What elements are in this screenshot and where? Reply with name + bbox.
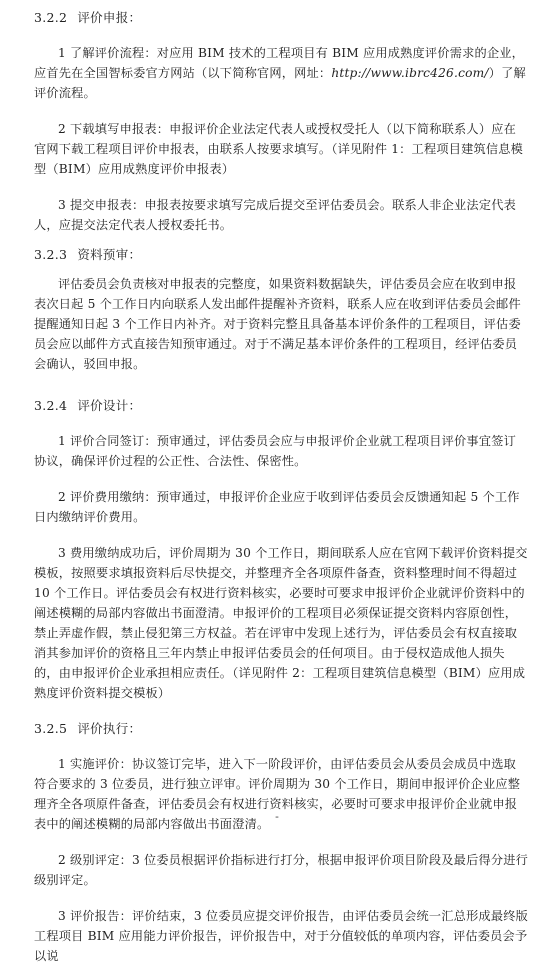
section-number: 3.2.3 [34, 247, 68, 262]
section-number: 3.2.2 [34, 10, 68, 25]
paragraph-download-form: 2 下载填写申报表：申报评价企业法定代表人或授权受托人（以下简称联系人）应在官网下载工程项目评价申报表，由联系人按要求填写。（详见附件 1：工程项目建筑信息模型（BIM）应用成熟度评价申报表） [34, 122, 524, 176]
paragraph-text: 1 了解评价流程：对应用 BIM 技术的工程项目有 BIM 应用成熟度评价需求的企业，应首先在全国智标委官方网站（以下简称官网，网址： [34, 46, 525, 80]
section-title: 资料预审： [77, 247, 142, 262]
section-heading-3-2-4 [34, 396, 528, 415]
paragraph-level-rating: 2 级别评定：3 位委员根据评价指标进行打分，根据申报评价项目阶段及最后得分进行级别评定。 [34, 853, 529, 887]
paragraph-evaluation-period: 3 费用缴纳成功后，评价周期为 30 个工作日，期间联系人应在官网下载评价资料提交模板，按照要求填报资料后尽快提交，并整理齐全各项原件备查，资料整理时间不得超过 10 个工作日。评估委员会有权进行资料核实，必要时可要求申报评价企业就评价资料中的阐述模糊的局部内容做出书面澄清。申报评价的工程项目必须保证提交资料内容原创性，禁止弄虚作假，禁止侵犯第三方权益。若在评审中发现上述行为，评估委员会有权直接取消其参加评价的资格且三年内禁止申报评估委员会的任何项目。由于侵权造成他人损失的，由申报评价企业承担相应责任。（详见附件 2：工程项目建筑信息模型（BIM）应用成熟度评价资料提交模板） [34, 546, 528, 700]
page-footer-mark: - [275, 810, 279, 823]
paragraph-understand-process [34, 43, 528, 103]
paragraph-pre-review: 评估委员会负责核对申报表的完整度，如果资料数据缺失，评估委员会应在收到申报表次日起 5 个工作日内向联系人发出邮件提醒补齐资料，联系人应在收到评估委员会邮件提醒通知日起 3 个工作日内补齐。对于资料完整且具备基本评价条件的工程项目，评估委员会应以邮件方式直接告知预审通过。对于不满足基本评价条件的工程项目，经评估委员会确认，驳回申报。 [34, 277, 521, 371]
official-website-url: http://www.ibrc426.com/ [331, 66, 489, 80]
section-heading-3-2-2 [34, 8, 528, 27]
paragraph-contract-signing: 1 评价合同签订：预审通过，评估委员会应与申报评价企业就工程项目评价事宜签订协议，确保评价过程的公正性、合法性、保密性。 [34, 434, 516, 468]
section-title: 评价申报： [77, 10, 142, 25]
section-heading-3-2-3 [34, 245, 528, 264]
section-number: 3.2.4 [34, 398, 68, 413]
paragraph-submit-form: 3 提交申报表：申报表按要求填写完成后提交至评估委员会。联系人非企业法定代表人，应提交法定代表人授权委托书。 [34, 198, 516, 232]
paragraph-text: ）了解评价流程。 [34, 66, 526, 100]
paragraph-implement-evaluation: 1 实施评价：协议签订完毕，进入下一阶段评价，由评估委员会从委员会成员中选取符合要求的 3 位委员，进行独立评审。评价周期为 30 个工作日，期间申报评价企业应整理齐全各项原件备查，评估委员会有权进行资料核实，必要时可要求申报评价企业就申报表中的阐述模糊的局部内容做出书面澄清。 [34, 757, 521, 831]
paragraph-evaluation-report: 3 评价报告：评价结束，3 位委员应提交评价报告，由评估委员会统一汇总形成最终版工程项目 BIM 应用能力评价报告，评价报告中，对于分值较低的单项内容，评估委员会予以说 [34, 909, 529, 963]
paragraph-fee-payment: 2 评价费用缴纳：预审通过，申报评价企业应于收到评估委员会反馈通知起 5 个工作日内缴纳评价费用。 [34, 490, 520, 524]
section-heading-3-2-5 [34, 719, 528, 738]
section-number: 3.2.5 [34, 721, 68, 736]
section-title: 评价执行： [77, 721, 142, 736]
section-title: 评价设计： [77, 398, 142, 413]
